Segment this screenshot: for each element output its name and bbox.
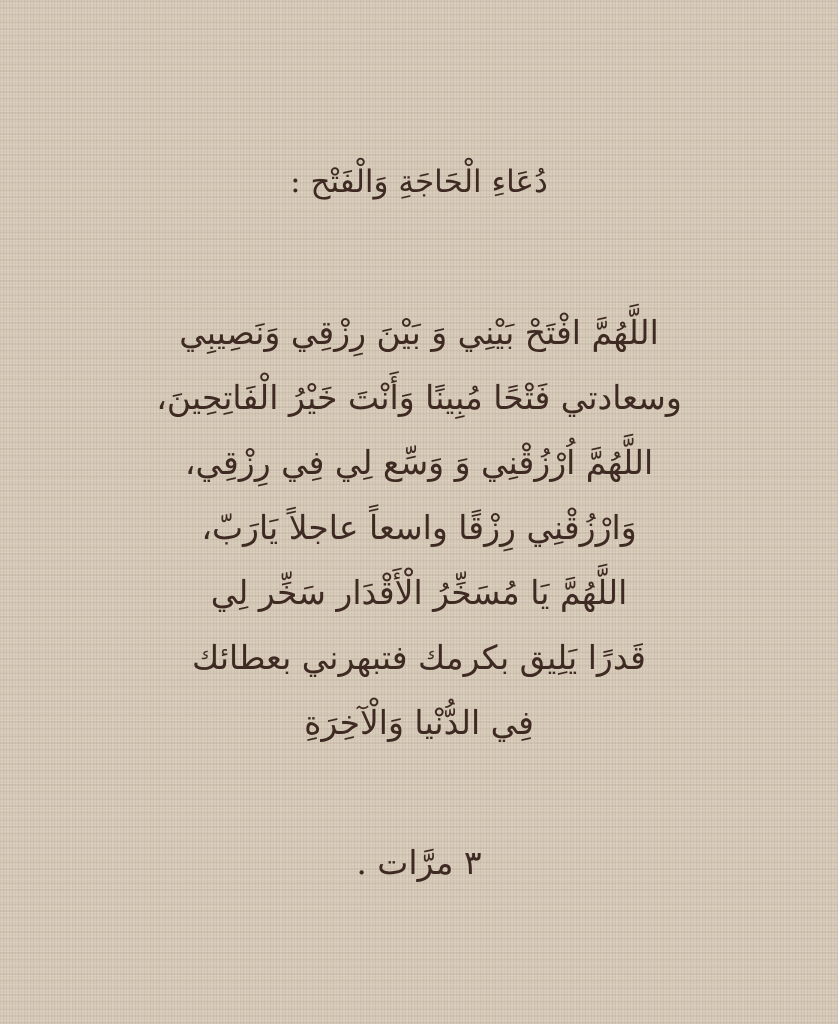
prayer-line-2: وسعادتي فَتْحًا مُبِينًا وَأَنْتَ خَيْرُ الْفَاتِحِينَ،	[156, 378, 682, 417]
prayer-text	[40, 300, 798, 755]
repetition-note: ٣ مرَّات .	[356, 843, 482, 882]
prayer-line-1: اللَّهُمَّ افْتَحْ بَيْنِي وَ بَيْنَ رِزْقِي وَنَصِيبِي	[179, 313, 659, 352]
prayer-line-7: فِي الدُّنْيا وَالْآخِرَةِ	[304, 703, 534, 742]
prayer-line-4: وَارْزُقْنِي رِزْقًا واسعاً عاجلاً يَارَبّ،	[201, 508, 637, 547]
prayer-line-5: اللَّهُمَّ يَا مُسَخِّرُ الْأَقْدَار سَخِّر لِي	[210, 573, 628, 612]
prayer-line-6: قَدرًا يَلِيق بكرمك فتبهرني بعطائك	[192, 638, 646, 677]
prayer-title: دُعَاءِ الْحَاجَةِ وَالْفَتْح :	[290, 164, 548, 200]
prayer-line-3: اللَّهُمَّ اُرْزُقْنِي وَ وَسِّع لِي فِي رِزْقِي،	[184, 443, 654, 482]
